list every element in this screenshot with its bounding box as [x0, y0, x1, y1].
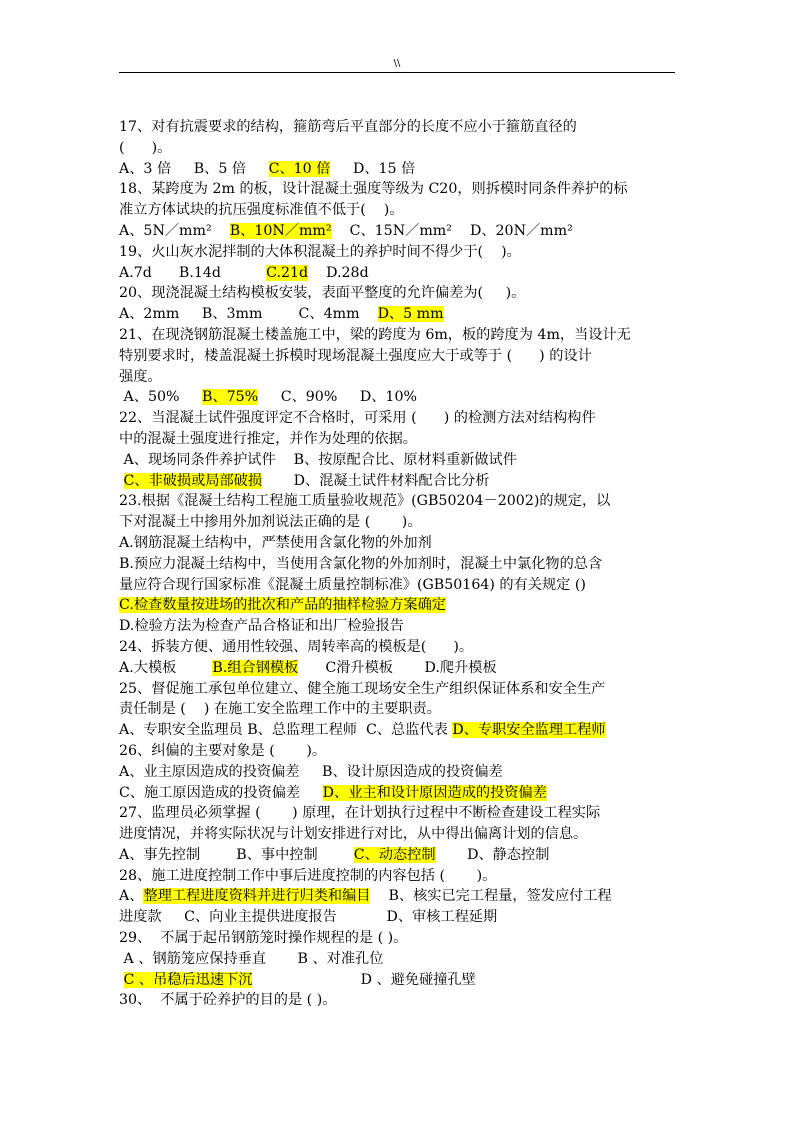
- text-segment: 强度。: [119, 368, 162, 385]
- text-line: [119, 803, 679, 824]
- text-line: [119, 575, 679, 596]
- text-segment: D、混凝土试件材料配合比分析: [262, 472, 490, 489]
- text-line: [119, 720, 679, 741]
- text-line: [119, 283, 679, 304]
- text-line: [119, 616, 679, 637]
- highlighted-answer: D、专职安全监理工程师: [452, 722, 606, 739]
- text-segment: A.大模板: [119, 659, 213, 676]
- text-segment: A、: [119, 888, 144, 905]
- text-line: [119, 907, 679, 928]
- highlighted-answer: D、5 mm: [377, 306, 444, 323]
- page-header-mark: \\: [393, 58, 401, 69]
- text-line: [119, 741, 679, 762]
- text-line: [119, 699, 679, 720]
- text-line: [119, 637, 679, 658]
- text-segment: [119, 473, 124, 489]
- text-line: [119, 117, 679, 138]
- text-segment: 19、火山灰水泥拌制的大体积混凝土的养护时间不得少于( )。: [119, 243, 521, 260]
- highlighted-answer: C.检查数量按进场的批次和产品的抽样检验方案确定: [119, 597, 446, 614]
- highlighted-answer: C 、吊稳后迅速下沉: [123, 971, 253, 988]
- text-segment: 中的混凝土强度进行推定，并作为处理的依据。: [119, 430, 417, 447]
- text-line: [119, 949, 679, 970]
- text-line: [119, 221, 679, 242]
- text-segment: A、50%: [119, 389, 203, 406]
- highlighted-answer: C、动态控制: [353, 846, 436, 863]
- text-segment: A、事先控制 B、事中控制: [119, 846, 354, 863]
- text-segment: D.28d: [308, 264, 369, 281]
- text-segment: 18、某跨度为 2m 的板，设计混凝土强度等级为 C20，则拆模时同条件养护的标: [119, 181, 628, 198]
- text-segment: A、2mm B、3mm C、4mm: [119, 306, 378, 323]
- text-segment: D、静态控制: [435, 846, 550, 863]
- text-segment: 27、监理员必须掌握 ( ) 原理，在计划执行过程中不断检查建设工程实际: [119, 805, 601, 822]
- text-line: [119, 928, 679, 949]
- text-line: [119, 512, 679, 533]
- highlighted-answer: C、10 倍: [268, 160, 331, 177]
- text-segment: C滑升模板 D.爬升模板: [298, 659, 497, 676]
- text-line: [119, 138, 679, 159]
- text-line: [119, 783, 679, 804]
- text-segment: 29、 不属于起吊钢筋笼时操作规程的是 ( )。: [119, 930, 408, 947]
- text-line: [119, 762, 679, 783]
- text-segment: A.钢筋混凝土结构中，严禁使用含氯化物的外加剂: [119, 534, 432, 551]
- text-line: [119, 471, 679, 492]
- text-segment: 责任制是 ( ) 在施工安全监理工作中的主要职责。: [119, 701, 441, 718]
- text-segment: 准立方体试块的抗压强度标准值不低于( )。: [119, 202, 404, 219]
- text-segment: A 、钢筋笼应保持垂直 B 、对准孔位: [119, 950, 384, 967]
- text-segment: D、15 倍: [330, 160, 416, 177]
- text-segment: A、3 倍 B、5 倍: [119, 160, 269, 177]
- text-segment: D.检验方法为检查产品合格证和出厂检验报告: [119, 618, 404, 635]
- text-segment: 23.根据《混凝土结构工程施工质量验收规范》(GB50204－2002)的规定，以: [119, 493, 611, 510]
- text-line: [119, 304, 679, 325]
- text-line: [119, 242, 679, 263]
- text-segment: C、90% D、10%: [258, 389, 417, 406]
- text-segment: 进度情况，并将实际状况与计划安排进行对比，从中得出偏离计划的信息。: [119, 826, 588, 843]
- text-line: [119, 595, 679, 616]
- text-segment: A、现场同条件养护试件 B、按原配合比、原材料重新做试件: [119, 451, 517, 468]
- text-line: [119, 886, 679, 907]
- text-segment: 20、现浇混凝土结构模板安装，表面平整度的允许偏差为( )。: [119, 285, 526, 302]
- text-segment: 21、在现浇钢筋混凝土楼盖施工中，梁的跨度为 6m，板的跨度为 4m，当设计无: [119, 326, 631, 343]
- text-segment: 30、 不属于砼养护的目的是 ( )。: [119, 992, 337, 1009]
- text-segment: D 、避免碰撞孔壁: [252, 971, 476, 988]
- highlighted-answer: B.组合钢模板: [212, 659, 299, 676]
- header-rule: [119, 72, 675, 73]
- text-line: [119, 325, 679, 346]
- text-line: [119, 824, 679, 845]
- highlighted-answer: C.21d: [266, 264, 309, 281]
- text-segment: A、专职安全监理员 B、总监理工程师 C、总监代表: [119, 722, 453, 739]
- text-line: [119, 658, 679, 679]
- text-segment: 进度款 C、向业主提供进度报告 D、审核工程延期: [119, 909, 498, 926]
- text-line: [119, 554, 679, 575]
- document-body: [119, 117, 679, 1011]
- text-segment: B、核实已完工程量，签发应付工程: [370, 888, 612, 905]
- text-line: [119, 346, 679, 367]
- highlighted-answer: B、10N／mm²: [229, 222, 332, 239]
- text-segment: 22、当混凝土试件强度评定不合格时，可采用 ( ) 的检测方法对结构构件: [119, 410, 596, 427]
- text-line: [119, 970, 679, 991]
- text-segment: 24、拆装方便、通用性较强、周转率高的模板是( )。: [119, 638, 474, 655]
- text-segment: B.预应力混凝土结构中，当使用含氯化物的外加剂时，混凝土中氯化物的总含: [119, 555, 603, 572]
- text-line: [119, 679, 679, 700]
- text-segment: 17、对有抗震要求的结构，箍筋弯后平直部分的长度不应小于箍筋直径的: [119, 119, 577, 135]
- text-segment: [119, 972, 124, 988]
- text-segment: 特别要求时，楼盖混凝土拆模时现场混凝土强度应大于或等于 ( ) 的设计: [119, 347, 592, 364]
- text-segment: A、业主原因造成的投资偏差 B、设计原因造成的投资偏差: [119, 763, 503, 780]
- highlighted-answer: 整理工程进度资料并进行归类和编目: [143, 888, 371, 905]
- text-segment: C、施工原因造成的投资偏差: [119, 784, 323, 801]
- highlighted-answer: B、75%: [202, 389, 259, 406]
- text-line: [119, 845, 679, 866]
- text-line: [119, 179, 679, 200]
- text-line: [119, 491, 679, 512]
- text-segment: A.7d B.14d: [119, 264, 267, 281]
- text-line: [119, 200, 679, 221]
- text-line: [119, 159, 679, 180]
- text-line: [119, 450, 679, 471]
- text-line: [119, 533, 679, 554]
- text-segment: 量应符合现行国家标准《混凝土质量控制标准》(GB50164) 的有关规定 (): [119, 576, 586, 593]
- text-line: [119, 866, 679, 887]
- highlighted-answer: C、非破损或局部破损: [123, 472, 263, 489]
- text-segment: C、15N／mm² D、20N／mm²: [331, 222, 573, 239]
- text-line: [119, 387, 679, 408]
- text-line: [119, 408, 679, 429]
- text-segment: 25、督促施工承包单位建立、健全施工现场安全生产组织保证体系和安全生产: [119, 680, 606, 697]
- text-line: [119, 263, 679, 284]
- text-segment: 28、施工进度控制工作中事后进度控制的内容包括 ( )。: [119, 867, 497, 884]
- text-segment: ( )。: [119, 139, 172, 156]
- text-line: [119, 367, 679, 388]
- text-segment: 下对混凝土中掺用外加剂说法正确的是 ( )。: [119, 514, 422, 531]
- text-line: [119, 429, 679, 450]
- text-segment: 26、纠偏的主要对象是 ( )。: [119, 742, 327, 759]
- text-line: [119, 990, 679, 1011]
- text-segment: A、5N／mm²: [119, 222, 230, 239]
- highlighted-answer: D、业主和设计原因造成的投资偏差: [322, 784, 547, 801]
